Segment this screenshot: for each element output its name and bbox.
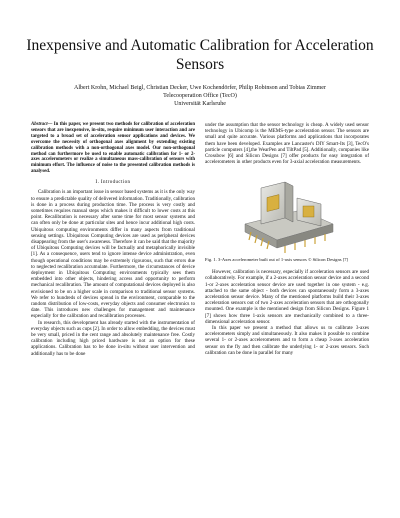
figure-accelerometer-photo <box>205 168 369 254</box>
authors-line: Albert Krohn, Michael Beigl, Christian Decker, Uwe Kochendörfer, Philip Robinson and Tobias Zimmer <box>74 85 326 91</box>
accelerometer-illustration <box>205 168 369 254</box>
figure-caption: Fig. 1. 3-Axes accelerometer built out of 1-axis sensors © Silicon Designs [7] <box>205 257 349 263</box>
abstract-lead: Abstract <box>31 122 48 127</box>
affiliation-line-1: Telecooperation Office (TecO) <box>163 93 237 99</box>
right-paragraph-2: However, calibration is necessary, especially if acceleration sensors are used collaboratively. For example, if a 2-axes acceleration sensor device and a second 1-or 2-axes acceleration sensor device are used together in one system - e.g. attached to the same object - both devices can spontaneously form a 3-axes acceleration sensor device. Many of the mentioned platforms build their 3-axes acceleration sensors out of two 2-axes acceleration sensors that are orthogonally mounted. One example is the mentioned design from Silicon Designs. Figure 1 [7] shows how three 1-axis sensors are mechanically combined to a three-dimensional acceleration sensor. <box>205 269 369 325</box>
author-block <box>20 84 380 108</box>
abstract <box>31 122 195 175</box>
intro-paragraph-2: In research, this development has already started with the instrumentation of everyday objects such as cups [2]. In order to allow embedding, the devices must be very small, priced in the cent range and absolutely maintenance free. Costly calibration including high priced hardware is not an option for these applications. Calibration has to be done in-situ without user intervention and additionally has to be done <box>31 319 195 357</box>
paper-title: Inexpensive and Automatic Calibration for Acceleration Sensors <box>26 37 374 73</box>
abstract-text: — In this paper, we present two methods for calibration of acceleration sensors that are inexpensive, in-situ, require minimum user interaction and are targeted to a broad set of acceleration sensor applications and devices. We overcome the necessity of orthogonal axes alignment by extending existing calibration methods with a non-orthogonal axes model. Our non-orthogonal method can furthermore be used to enable automatic calibration for 1- or 2-axes accelerometers or realize a simultaneous mass-calibration of sensors with minimum effort. The influence of noise to the presented calibration methods is analysed. <box>31 122 195 175</box>
right-paragraph-3: In this paper we present a method that allows us to calibrate 3-axes accelerometers simply and simultaneously. It also makes it possible to combine several 1- or 2-axes accelerometers and to form a cheap 3-axes acceleration sensor on the fly and then calibrate the underlying 1- or 2-axes sensors. Such calibration can be done in parallel for many <box>205 325 369 356</box>
affiliation-line-2: Universität Karlsruhe <box>174 101 226 107</box>
section-heading: I. Introduction <box>95 180 131 186</box>
left-column <box>31 122 195 357</box>
right-paragraph-1: under the assumption that the sensor technology is cheap. A widely used sensor technology in Ubicomp is the MEMS-type acceleration sensor. The sensors are small and quite accurate. Various platforms and applications that incorporates them have been developed. Examples are Lancaster's DIY Smart-Its [3], TecO's particle computers [4],the WearPen and TiltPad [5]. Additionally, companies like Crossbow [6] and Silicon Designs [7] offer products for easy integration of accelerometers in other products even for 3-axial acceleration measurements. <box>205 122 369 166</box>
right-column <box>205 122 369 356</box>
intro-paragraph-1: Calibration is an important issue in sensor based systems as it is the only way to ensure a predictable quality of delivered information. Traditionally, calibration is done in a process during production time. The process is very costly and sometimes requires manual steps which makes it difficult to lower costs at this point. Recalibration is necessary after some time for most sensor systems and can often only be done at particular sites and hence incur additional high costs. Ubiquitous computing environments differ in many aspects from traditional sensing settings. Ubiquitous Computing devices are used as peripheral devices disappearing from the user's awareness. Therefore it can be said that the majority of Ubiquitous Computing devices will be factually and metaphorically invisible [1]. As a consequence, users tend to ignore intense device administration, even though operational conditions may be extremely rigourous, such that errors due to neglected recalibration accumulate. Furthermore, the circumstances of device deployment in Ubiquitous Computing environments typically sees them embedded into other objects, hindering access and opportunity to perform mechanical recalibration. The amount of computational devices deployed is also envisioned to be on a higher scale in comparison to traditional sensor systems. We refer to hundreds of devices spread in the environment, comparable to the random distribution of low-costs, everyday objects and consumer electronics to date. This introduces new challenges for management and maintenance especially for the calibration and recalibration processes. <box>31 189 195 320</box>
